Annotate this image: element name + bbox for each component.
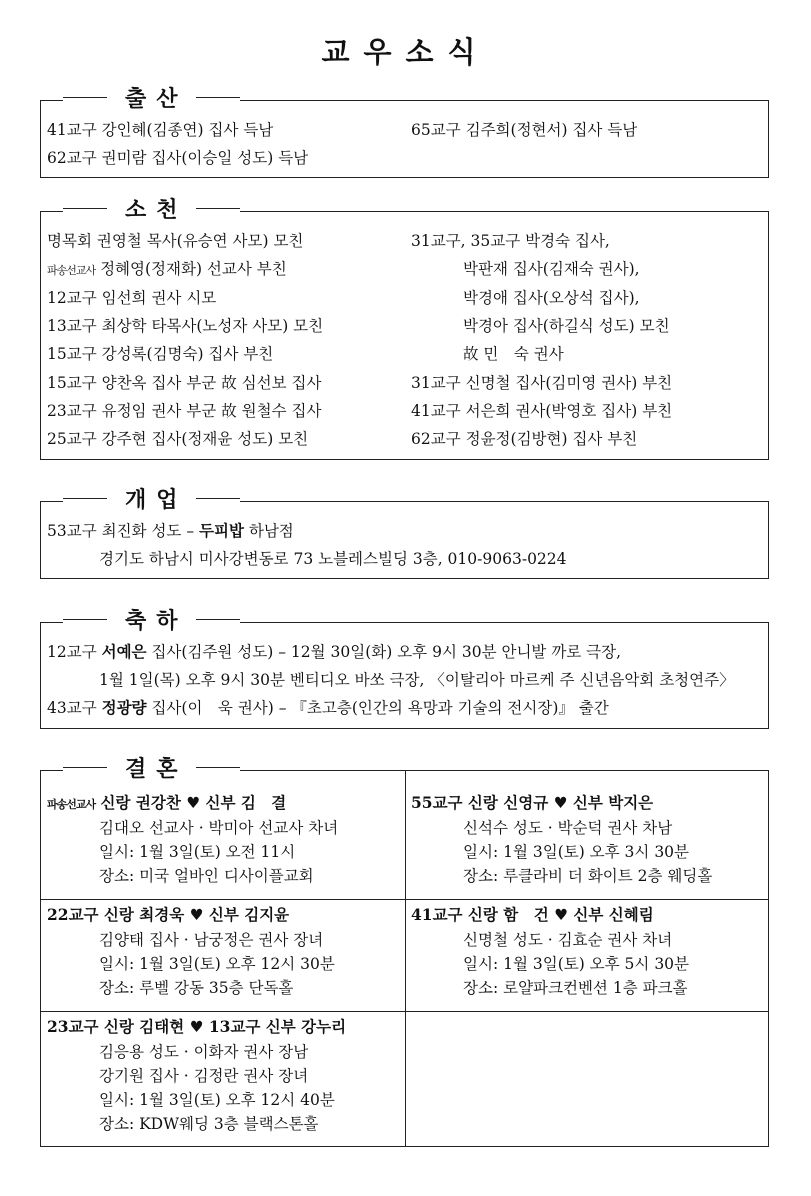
column-divider xyxy=(405,771,406,1146)
death-text: 유정임 권사 부군 故 원철수 집사 xyxy=(96,402,322,420)
congrats-line: 1월 1일(목) 오후 9시 30분 벤티디오 바쏘 극장, 〈이탈리아 마르케 주 신년음악회 초청연주〉 xyxy=(99,671,735,689)
district-label: 12교구 xyxy=(47,289,97,307)
district-label: 12교구 xyxy=(47,643,102,661)
birth-title: 출산 xyxy=(125,85,188,112)
district-label: 파송선교사 xyxy=(47,798,96,811)
death-item: 31교구 신명철 집사(김미영 권사) 부친 xyxy=(411,374,673,392)
wedding-heading xyxy=(47,905,289,925)
legend-dash xyxy=(196,97,240,98)
death-item xyxy=(47,259,287,281)
district-label: 25교구 xyxy=(47,430,97,448)
legend-dash xyxy=(63,619,107,620)
death-legend xyxy=(63,193,240,223)
wedding-parents: 신석수 성도 · 박순덕 권사 차남 xyxy=(463,819,673,837)
wedding-venue: 장소: 로얄파크컨벤션 1층 파크홀 xyxy=(463,979,688,997)
wedding-parents: 김대오 선교사 · 박미아 선교사 차녀 xyxy=(99,819,339,837)
death-text: 강성록(김명숙) 집사 부친 xyxy=(96,345,274,363)
legend-dash xyxy=(63,208,107,209)
couple-names: 신랑 권강찬 ♥ 신부 김 결 xyxy=(95,793,287,812)
legend-dash xyxy=(196,208,240,209)
birth-item: 62교구 권미람 집사(이승일 성도) 득남 xyxy=(47,149,309,167)
legend-dash xyxy=(63,97,107,98)
congrats-title: 축하 xyxy=(125,607,188,634)
opening-legend xyxy=(63,483,240,513)
opening-title: 개업 xyxy=(125,486,188,513)
district-label: 파송선교사 xyxy=(47,264,96,277)
wedding-time: 일시: 1월 3일(토) 오후 12시 30분 xyxy=(99,955,335,973)
couple-names: 신랑 함 건 ♥ 신부 신혜림 xyxy=(462,905,654,924)
wedding-legend xyxy=(63,752,240,782)
legend-dash xyxy=(63,498,107,499)
death-item: 박판재 집사(김재숙 권사), xyxy=(463,260,640,278)
congrats-text: 집사(김주원 성도) – 12월 30일(화) 오후 9시 30분 안니발 까로 극장, xyxy=(146,643,622,661)
death-text: 최상학 타목사(노성자 사모) 모친 xyxy=(96,317,324,335)
wedding-parents: 강기원 집사 · 김정란 권사 장녀 xyxy=(99,1067,309,1085)
couple-names: 신랑 신영규 ♥ 신부 박지은 xyxy=(462,793,654,812)
district-label: 23교구 xyxy=(47,402,97,420)
wedding-venue: 장소: KDW웨딩 3층 블랙스톤홀 xyxy=(99,1115,319,1133)
death-item: 박경애 집사(오상석 집사), xyxy=(463,289,640,307)
wedding-heading xyxy=(411,905,654,925)
wedding-time: 일시: 1월 3일(토) 오후 3시 30분 xyxy=(463,843,690,861)
district-label: 15교구 xyxy=(47,374,97,392)
opening-line xyxy=(47,521,294,541)
page-title: 교우소식 xyxy=(321,35,490,69)
wedding-time: 일시: 1월 3일(토) 오전 11시 xyxy=(99,843,296,861)
wedding-parents: 김양태 집사 · 남궁정은 권사 장녀 xyxy=(99,931,324,949)
congrats-text: 집사(이 욱 권사) – 『초고층(인간의 욕망과 기술의 전시장)』 출간 xyxy=(146,699,609,717)
wedding-heading xyxy=(47,1017,346,1037)
death-text: 양찬옥 집사 부군 故 심선보 집사 xyxy=(96,374,322,392)
congrats-section xyxy=(40,607,769,729)
wedding-parents: 김응용 성도 · 이화자 권사 장남 xyxy=(99,1043,309,1061)
birth-item: 41교구 강인혜(김종연) 집사 득남 xyxy=(47,121,274,139)
wedding-time: 일시: 1월 3일(토) 오후 5시 30분 xyxy=(463,955,690,973)
district-label: 55교구 xyxy=(411,793,463,812)
congrats-legend xyxy=(63,604,240,634)
legend-dash xyxy=(196,767,240,768)
death-item xyxy=(47,401,321,421)
death-item xyxy=(47,231,303,251)
congrats-line xyxy=(47,698,609,718)
wedding-heading xyxy=(411,793,653,813)
wedding-parents: 신명철 성도 · 김효순 권사 차녀 xyxy=(463,931,673,949)
death-text: 정혜영(정재화) 선교사 부친 xyxy=(95,260,287,278)
congrats-line xyxy=(47,642,621,662)
wedding-time: 일시: 1월 3일(토) 오후 12시 40분 xyxy=(99,1091,335,1109)
legend-dash xyxy=(196,498,240,499)
legend-dash xyxy=(63,767,107,768)
couple-names: 신랑 김태현 ♥ 13교구 신부 강누리 xyxy=(98,1017,347,1036)
death-item: 故 민 숙 권사 xyxy=(463,345,564,363)
death-text: 강주현 집사(정재윤 성도) 모친 xyxy=(96,430,309,448)
death-text: 권영철 목사(유승연 사모) 모친 xyxy=(91,232,304,250)
district-label: 43교구 xyxy=(47,699,102,717)
wedding-venue: 장소: 루벨 강동 35층 단독홀 xyxy=(99,979,294,997)
birth-legend xyxy=(63,82,240,112)
wedding-venue: 장소: 루클라비 더 화이트 2층 웨딩홀 xyxy=(463,867,713,885)
wedding-venue: 장소: 미국 얼바인 디사이플교회 xyxy=(99,867,314,885)
wedding-heading xyxy=(47,793,286,815)
death-item xyxy=(47,429,308,449)
row-divider xyxy=(41,899,768,900)
death-item xyxy=(47,344,273,364)
district-label: 23교구 xyxy=(47,1017,99,1036)
district-label: 41교구 xyxy=(411,905,463,924)
district-label: 22교구 xyxy=(47,905,99,924)
death-title: 소천 xyxy=(125,196,188,223)
death-item: 62교구 정윤정(김방현) 집사 부친 xyxy=(411,430,638,448)
person-name: 서예은 xyxy=(101,642,147,661)
shop-name: 두피밥 xyxy=(199,521,244,540)
person-name: 정광량 xyxy=(101,698,147,717)
birth-section xyxy=(40,85,769,178)
opening-address: 경기도 하남시 미사강변동로 73 노블레스빌딩 3층, 010-9063-0224 xyxy=(99,550,567,568)
district-label: 15교구 xyxy=(47,345,97,363)
death-item: 박경아 집사(하길식 성도) 모친 xyxy=(463,317,670,335)
couple-names: 신랑 최경욱 ♥ 신부 김지윤 xyxy=(98,905,290,924)
opening-section xyxy=(40,486,769,579)
wedding-section xyxy=(40,755,769,1147)
legend-dash xyxy=(196,619,240,620)
district-label: 13교구 xyxy=(47,317,97,335)
wedding-title: 결혼 xyxy=(125,755,188,782)
death-item xyxy=(47,373,321,393)
birth-item: 65교구 김주희(정현서) 집사 득남 xyxy=(411,121,638,139)
death-text: 임선희 권사 시모 xyxy=(96,289,217,307)
district-label: 명목회 xyxy=(47,232,92,250)
death-section xyxy=(40,196,769,460)
death-item xyxy=(47,288,216,308)
opening-suffix: 하남점 xyxy=(243,522,294,540)
death-item: 31교구, 35교구 박경숙 집사, xyxy=(411,232,610,250)
opening-prefix: 53교구 최진화 성도 – xyxy=(47,522,199,540)
row-divider xyxy=(41,1011,768,1012)
death-item xyxy=(47,316,323,336)
death-item: 41교구 서은희 권사(박영호 집사) 부친 xyxy=(411,402,673,420)
